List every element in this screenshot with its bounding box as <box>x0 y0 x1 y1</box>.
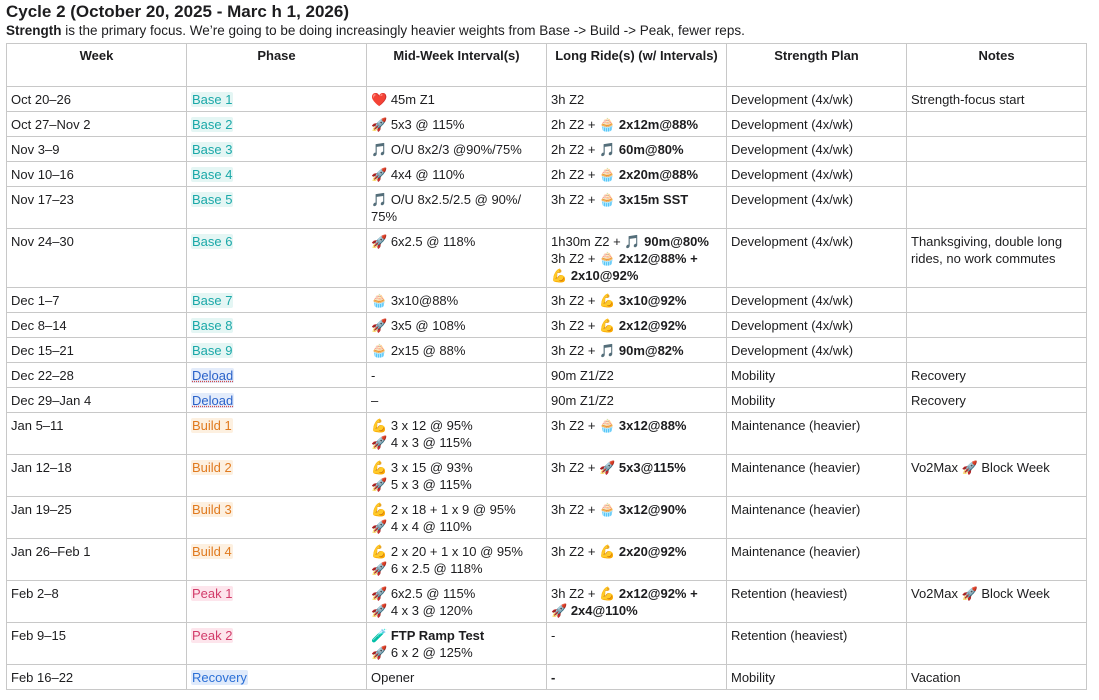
long-ride-base: 3h Z2 + <box>551 502 600 517</box>
header-strength-plan: Strength Plan <box>727 44 907 87</box>
week-cell: Nov 24–30 <box>7 229 187 288</box>
long-ride-line <box>551 585 722 602</box>
week-cell: Feb 16–22 <box>7 665 187 690</box>
training-plan-table <box>6 43 1087 690</box>
interval-line <box>371 518 542 535</box>
week-cell: Jan 26–Feb 1 <box>7 539 187 581</box>
interval-icon: 🚀 <box>371 318 388 333</box>
interval-text: 4 x 3 @ 115% <box>390 435 472 450</box>
mid-week-cell <box>367 87 547 112</box>
long-ride-icon: 🧁 <box>599 192 616 207</box>
table-row <box>7 112 1087 137</box>
long-ride-icon: 🧁 <box>599 117 616 132</box>
interval-text: 2 x 20 + 1 x 10 @ 95% <box>390 544 523 559</box>
mid-week-cell <box>367 539 547 581</box>
long-ride-cell <box>547 313 727 338</box>
long-ride-cell <box>547 497 727 539</box>
notes-cell: Vacation <box>907 665 1087 690</box>
long-ride-icon: 💪 <box>599 318 616 333</box>
table-body <box>7 87 1087 690</box>
interval-text: FTP Ramp Test <box>390 628 485 643</box>
interval-text: 6x2.5 @ 118% <box>390 234 476 249</box>
phase-tag-peak: Peak 2 <box>192 628 233 643</box>
header-mid-week-intervals: Mid-Week Interval(s) <box>367 44 547 87</box>
interval-icon: 🚀 <box>371 603 388 618</box>
week-cell: Jan 19–25 <box>7 497 187 539</box>
strength-plan-cell: Mobility <box>727 665 907 690</box>
interval-icon: ❤️ <box>371 92 388 107</box>
mid-week-cell <box>367 455 547 497</box>
interval-line <box>371 434 542 451</box>
phase-tag-build: Build 4 <box>192 544 232 559</box>
week-cell: Dec 1–7 <box>7 288 187 313</box>
phase-tag-base: Base 9 <box>192 343 233 358</box>
long-ride-cell <box>547 338 727 363</box>
long-ride-cell <box>547 539 727 581</box>
interval-icon: 🚀 <box>371 477 388 492</box>
header-week: Week <box>7 44 187 87</box>
phase-cell <box>187 539 367 581</box>
mid-week-cell <box>367 623 547 665</box>
phase-cell <box>187 497 367 539</box>
notes-cell <box>907 539 1087 581</box>
long-ride-base: 3h Z2 + <box>551 544 600 559</box>
long-ride-line <box>551 501 722 518</box>
table-row <box>7 581 1087 623</box>
notes-cell <box>907 338 1087 363</box>
long-ride-line <box>551 116 722 133</box>
interval-text: O/U 8x2.5/2.5 @ 90%/ 75% <box>371 192 522 224</box>
table-row <box>7 137 1087 162</box>
long-ride-base: 3h Z2 + <box>551 192 600 207</box>
long-ride-line <box>551 543 722 560</box>
interval-icon: 🚀 <box>371 519 388 534</box>
table-row <box>7 338 1087 363</box>
interval-text: 3 x 12 @ 95% <box>390 418 473 433</box>
table-row <box>7 623 1087 665</box>
long-ride-interval: 2x10@92% <box>570 268 639 283</box>
subtitle-bold: Strength <box>6 23 62 38</box>
interval-icon: 🧁 <box>371 343 388 358</box>
notes-cell <box>907 162 1087 187</box>
long-ride-line <box>551 459 722 476</box>
long-ride-cell <box>547 665 727 690</box>
interval-line <box>371 317 542 334</box>
long-ride-line <box>551 417 722 434</box>
long-ride-cell <box>547 162 727 187</box>
phase-tag-build: Build 2 <box>192 460 232 475</box>
long-ride-interval: 3x12@90% <box>618 502 687 517</box>
week-cell: Oct 27–Nov 2 <box>7 112 187 137</box>
mid-week-cell <box>367 665 547 690</box>
long-ride-line <box>551 267 722 284</box>
strength-plan-cell: Maintenance (heavier) <box>727 497 907 539</box>
long-ride-cell <box>547 623 727 665</box>
notes-cell: Thanksgiving, double long rides, no work commutes <box>907 229 1087 288</box>
header-long-rides: Long Ride(s) (w/ Intervals) <box>547 44 727 87</box>
long-ride-line <box>551 669 722 686</box>
long-ride-cell <box>547 455 727 497</box>
phase-tag-base: Base 8 <box>192 318 233 333</box>
long-ride-interval: 90m@82% <box>618 343 684 358</box>
interval-line <box>371 627 542 644</box>
long-ride-base: 90m Z1/Z2 <box>551 393 614 408</box>
mid-week-cell <box>367 313 547 338</box>
interval-text: 3x5 @ 108% <box>390 318 466 333</box>
phase-tag-build: Build 1 <box>192 418 232 433</box>
long-ride-interval: 2x4@110% <box>570 603 638 618</box>
long-ride-interval: 5x3@115% <box>618 460 686 475</box>
phase-cell <box>187 229 367 288</box>
long-ride-base: 90m Z1/Z2 <box>551 368 614 383</box>
long-ride-base: 2h Z2 + <box>551 117 600 132</box>
long-ride-line <box>551 233 722 250</box>
long-ride-icon: 💪 <box>551 268 568 283</box>
long-ride-base: 2h Z2 + <box>551 167 600 182</box>
interval-icon: 🚀 <box>371 586 388 601</box>
week-cell: Dec 8–14 <box>7 313 187 338</box>
week-cell: Nov 17–23 <box>7 187 187 229</box>
interval-text: 6 x 2.5 @ 118% <box>390 561 483 576</box>
phase-tag-base: Base 7 <box>192 293 233 308</box>
notes-cell <box>907 413 1087 455</box>
strength-plan-cell: Retention (heaviest) <box>727 581 907 623</box>
phase-cell <box>187 137 367 162</box>
week-cell: Jan 12–18 <box>7 455 187 497</box>
table-row <box>7 497 1087 539</box>
long-ride-interval: 3x10@92% <box>618 293 687 308</box>
long-ride-cell <box>547 87 727 112</box>
week-cell: Dec 22–28 <box>7 363 187 388</box>
phase-tag-peak: Peak 1 <box>192 586 233 601</box>
long-ride-base: 3h Z2 + <box>551 418 600 433</box>
long-ride-base: 1h30m Z2 + <box>551 234 625 249</box>
interval-text: 3 x 15 @ 93% <box>390 460 473 475</box>
mid-week-cell <box>367 581 547 623</box>
long-ride-line <box>551 166 722 183</box>
long-ride-base: 3h Z2 + <box>551 293 600 308</box>
interval-icon: 🚀 <box>371 435 388 450</box>
long-ride-interval: 2x20@92% <box>618 544 687 559</box>
long-ride-base: 3h Z2 + <box>551 586 600 601</box>
phase-cell <box>187 455 367 497</box>
long-ride-line <box>551 250 722 267</box>
table-row <box>7 288 1087 313</box>
notes-cell <box>907 137 1087 162</box>
header-phase: Phase <box>187 44 367 87</box>
interval-line <box>371 91 542 108</box>
mid-week-cell <box>367 187 547 229</box>
long-ride-icon: 🎵 <box>624 234 641 249</box>
interval-icon: 🧪 <box>371 628 388 643</box>
interval-line <box>371 501 542 518</box>
week-cell: Oct 20–26 <box>7 87 187 112</box>
strength-plan-cell: Development (4x/wk) <box>727 229 907 288</box>
interval-line <box>371 191 542 225</box>
long-ride-cell <box>547 363 727 388</box>
interval-line <box>371 669 542 686</box>
mid-week-cell <box>367 288 547 313</box>
long-ride-line <box>551 191 722 208</box>
interval-text: O/U 8x2/3 @90%/75% <box>390 142 522 157</box>
long-ride-base: 3h Z2 <box>551 92 585 107</box>
long-ride-interval: 2x20m@88% <box>618 167 699 182</box>
phase-tag-recovery: Recovery <box>192 670 247 685</box>
notes-cell <box>907 187 1087 229</box>
interval-line <box>371 417 542 434</box>
page-subtitle <box>6 22 1093 40</box>
phase-cell <box>187 313 367 338</box>
mid-week-cell <box>367 363 547 388</box>
strength-plan-cell: Development (4x/wk) <box>727 112 907 137</box>
long-ride-line <box>551 392 722 409</box>
table-row <box>7 87 1087 112</box>
interval-line <box>371 392 542 409</box>
table-header-row <box>7 44 1087 87</box>
notes-cell <box>907 623 1087 665</box>
long-ride-cell <box>547 112 727 137</box>
notes-cell <box>907 112 1087 137</box>
mid-week-cell <box>367 497 547 539</box>
interval-icon: 🎵 <box>371 142 388 157</box>
long-ride-line <box>551 91 722 108</box>
long-ride-base: 2h Z2 + <box>551 142 600 157</box>
table-row <box>7 388 1087 413</box>
notes-cell: Recovery <box>907 388 1087 413</box>
phase-cell <box>187 288 367 313</box>
strength-plan-cell: Development (4x/wk) <box>727 338 907 363</box>
interval-text: 4x4 @ 110% <box>390 167 465 182</box>
strength-plan-cell: Maintenance (heavier) <box>727 413 907 455</box>
interval-line <box>371 560 542 577</box>
phase-cell <box>187 338 367 363</box>
notes-cell: Strength-focus start <box>907 87 1087 112</box>
interval-line <box>371 166 542 183</box>
week-cell: Nov 3–9 <box>7 137 187 162</box>
phase-cell <box>187 187 367 229</box>
table-row <box>7 229 1087 288</box>
long-ride-interval: 3x12@88% <box>618 418 687 433</box>
week-cell: Feb 2–8 <box>7 581 187 623</box>
interval-icon: 🚀 <box>371 234 388 249</box>
mid-week-cell <box>367 388 547 413</box>
long-ride-icon: 🎵 <box>599 343 616 358</box>
interval-line <box>371 459 542 476</box>
long-ride-interval: - <box>551 670 556 685</box>
phase-cell <box>187 581 367 623</box>
table-row <box>7 162 1087 187</box>
notes-cell <box>907 288 1087 313</box>
strength-plan-cell: Development (4x/wk) <box>727 187 907 229</box>
long-ride-icon: 🧁 <box>599 167 616 182</box>
interval-icon: 🚀 <box>371 117 388 132</box>
interval-icon: 🎵 <box>371 192 388 207</box>
table-row <box>7 413 1087 455</box>
long-ride-interval: 2x12@88% + <box>618 251 698 266</box>
interval-line <box>371 644 542 661</box>
interval-line <box>371 116 542 133</box>
interval-line <box>371 367 542 384</box>
notes-cell <box>907 497 1087 539</box>
strength-plan-cell: Mobility <box>727 363 907 388</box>
long-ride-line <box>551 342 722 359</box>
phase-tag-base: Base 4 <box>192 167 233 182</box>
interval-text: 4 x 3 @ 120% <box>390 603 473 618</box>
long-ride-base: 3h Z2 + <box>551 318 600 333</box>
long-ride-line <box>551 292 722 309</box>
long-ride-base: 3h Z2 + <box>551 460 600 475</box>
interval-icon: 🚀 <box>371 561 388 576</box>
notes-cell: Vo2Max 🚀 Block Week <box>907 581 1087 623</box>
interval-line <box>371 602 542 619</box>
subtitle-text: is the primary focus. We’re going to be doing increasingly heavier weights from Base -> Build -> Peak, fewer reps. <box>61 23 745 38</box>
strength-plan-cell: Development (4x/wk) <box>727 162 907 187</box>
notes-cell <box>907 313 1087 338</box>
strength-plan-cell: Development (4x/wk) <box>727 87 907 112</box>
long-ride-interval: 60m@80% <box>618 142 684 157</box>
long-ride-base: 3h Z2 + <box>551 343 600 358</box>
long-ride-icon: 🧁 <box>599 418 616 433</box>
interval-line <box>371 476 542 493</box>
long-ride-cell <box>547 581 727 623</box>
long-ride-interval: 90m@80% <box>644 234 709 249</box>
interval-icon: 💪 <box>371 502 388 517</box>
interval-text: 5x3 @ 115% <box>390 117 465 132</box>
interval-text: 6 x 2 @ 125% <box>390 645 473 660</box>
strength-plan-cell: Mobility <box>727 388 907 413</box>
interval-line <box>371 543 542 560</box>
week-cell: Nov 10–16 <box>7 162 187 187</box>
long-ride-cell <box>547 413 727 455</box>
interval-icon: 💪 <box>371 418 388 433</box>
interval-icon: 🚀 <box>371 645 388 660</box>
mid-week-cell <box>367 413 547 455</box>
long-ride-line <box>551 627 722 644</box>
interval-icon: 🧁 <box>371 293 388 308</box>
long-ride-icon: 🎵 <box>599 142 616 157</box>
table-row <box>7 187 1087 229</box>
interval-line <box>371 342 542 359</box>
phase-cell <box>187 112 367 137</box>
interval-line <box>371 585 542 602</box>
long-ride-base: 3h Z2 + <box>551 251 600 266</box>
long-ride-interval: 2x12m@88% <box>618 117 699 132</box>
long-ride-cell <box>547 388 727 413</box>
strength-plan-cell: Maintenance (heavier) <box>727 455 907 497</box>
long-ride-icon: 🧁 <box>599 251 616 266</box>
phase-cell <box>187 363 367 388</box>
interval-text: 2 x 18 + 1 x 9 @ 95% <box>390 502 516 517</box>
long-ride-icon: 💪 <box>599 544 616 559</box>
long-ride-line <box>551 367 722 384</box>
week-cell: Feb 9–15 <box>7 623 187 665</box>
week-cell: Dec 15–21 <box>7 338 187 363</box>
phase-cell <box>187 162 367 187</box>
interval-text: 5 x 3 @ 115% <box>390 477 472 492</box>
phase-tag-deload: Deload <box>192 368 234 383</box>
interval-line <box>371 141 542 158</box>
interval-text: 4 x 4 @ 110% <box>390 519 472 534</box>
interval-text: 45m Z1 <box>390 92 435 107</box>
long-ride-icon: 💪 <box>599 586 616 601</box>
phase-tag-base: Base 5 <box>192 192 233 207</box>
interval-line <box>371 233 542 250</box>
strength-plan-cell: Development (4x/wk) <box>727 137 907 162</box>
strength-plan-cell: Development (4x/wk) <box>727 313 907 338</box>
long-ride-line <box>551 317 722 334</box>
phase-tag-deload: Deload <box>192 393 234 408</box>
long-ride-icon: 🚀 <box>599 460 616 475</box>
phase-cell <box>187 388 367 413</box>
table-row <box>7 539 1087 581</box>
interval-icon: 💪 <box>371 460 388 475</box>
mid-week-cell <box>367 162 547 187</box>
table-row <box>7 665 1087 690</box>
long-ride-line <box>551 602 722 619</box>
phase-cell <box>187 665 367 690</box>
mid-week-cell <box>367 338 547 363</box>
phase-tag-base: Base 3 <box>192 142 233 157</box>
phase-tag-base: Base 2 <box>192 117 233 132</box>
mid-week-cell <box>367 229 547 288</box>
long-ride-icon: 🧁 <box>599 502 616 517</box>
week-cell: Jan 5–11 <box>7 413 187 455</box>
phase-tag-build: Build 3 <box>192 502 232 517</box>
long-ride-interval: 2x12@92% + <box>618 586 698 601</box>
notes-cell: Vo2Max 🚀 Block Week <box>907 455 1087 497</box>
long-ride-line <box>551 141 722 158</box>
notes-cell: Recovery <box>907 363 1087 388</box>
interval-line <box>371 292 542 309</box>
interval-text: 6x2.5 @ 115% <box>390 586 476 601</box>
interval-text: 2x15 @ 88% <box>390 343 466 358</box>
interval-text: Opener <box>371 670 415 685</box>
phase-cell <box>187 87 367 112</box>
interval-text: - <box>371 368 376 383</box>
phase-cell <box>187 413 367 455</box>
long-ride-cell <box>547 229 727 288</box>
long-ride-icon: 💪 <box>599 293 616 308</box>
phase-cell <box>187 623 367 665</box>
page-title: Cycle 2 (October 20, 2025 - Marc h 1, 2026) <box>6 2 350 21</box>
long-ride-interval: 2x12@92% <box>618 318 687 333</box>
long-ride-cell <box>547 187 727 229</box>
interval-icon: 🚀 <box>371 167 388 182</box>
long-ride-interval: 3x15m SST <box>618 192 689 207</box>
strength-plan-cell: Development (4x/wk) <box>727 288 907 313</box>
strength-plan-cell: Maintenance (heavier) <box>727 539 907 581</box>
table-row <box>7 455 1087 497</box>
week-cell: Dec 29–Jan 4 <box>7 388 187 413</box>
interval-text: 3x10@88% <box>390 293 459 308</box>
long-ride-cell <box>547 137 727 162</box>
long-ride-cell <box>547 288 727 313</box>
long-ride-base: - <box>551 628 556 643</box>
table-row <box>7 313 1087 338</box>
phase-tag-base: Base 1 <box>192 92 233 107</box>
interval-text: – <box>371 393 379 408</box>
header-notes: Notes <box>907 44 1087 87</box>
table-row <box>7 363 1087 388</box>
mid-week-cell <box>367 137 547 162</box>
strength-plan-cell: Retention (heaviest) <box>727 623 907 665</box>
mid-week-cell <box>367 112 547 137</box>
interval-icon: 💪 <box>371 544 388 559</box>
long-ride-icon: 🚀 <box>551 603 568 618</box>
phase-tag-base: Base 6 <box>192 234 233 249</box>
